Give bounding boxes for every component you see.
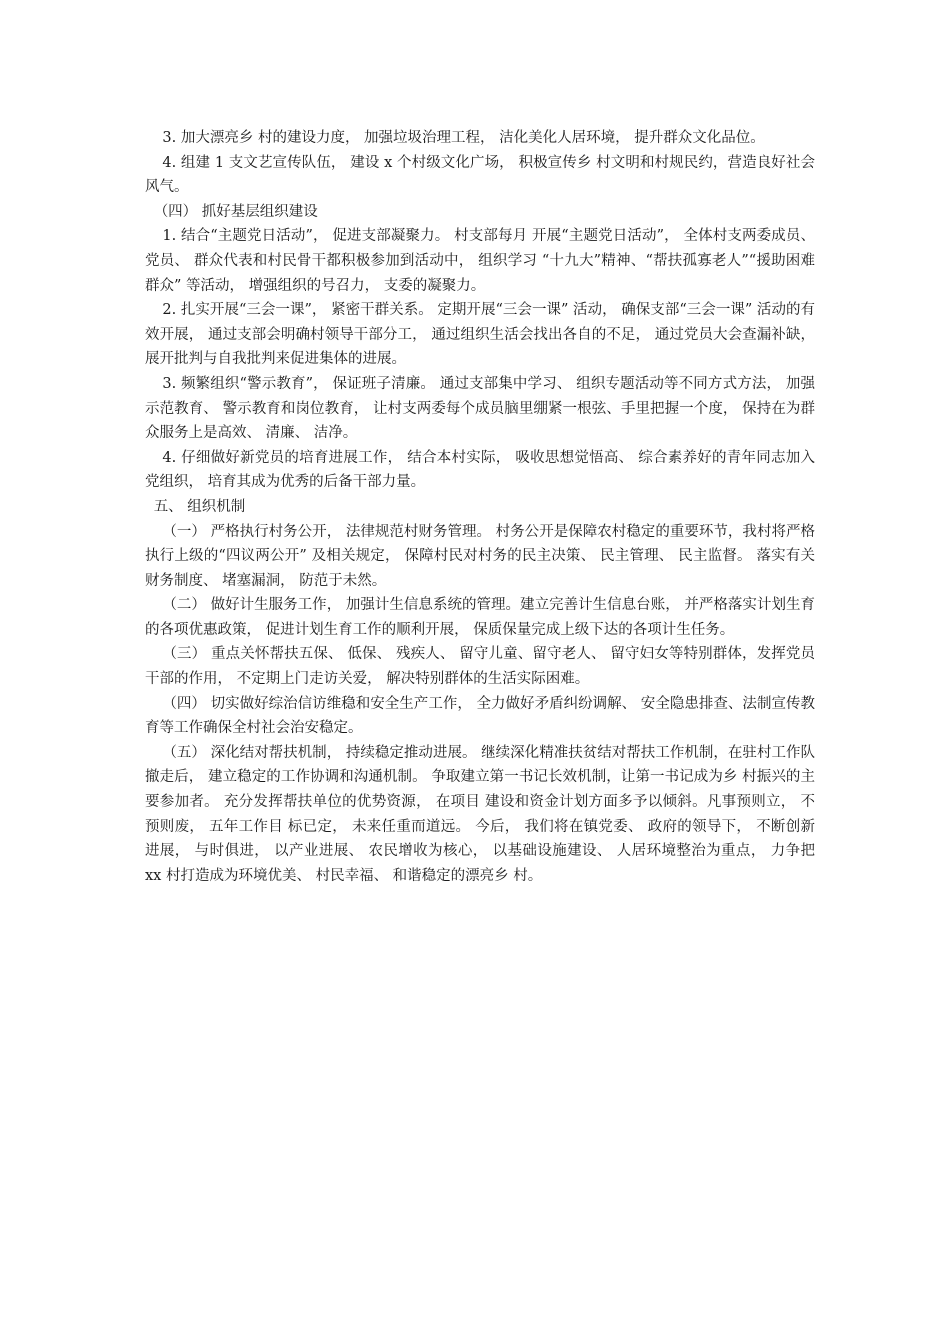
- paragraph-rural-construction: 3. 加大漂亮乡 村的建设力度， 加强垃圾治理工程， 洁化美化人居环境， 提升群众文化品位。: [162, 130, 765, 146]
- paragraph-warning-education: 3. 频繁组织“警示教育”， 保证班子清廉。 通过支部集中学习、 组织专题活动等不同方式方法， 加强示范教育、 警示教育和岗位教育， 让村支两委每个成员脑里绷紧一根弦、手里把握一个度， 保持在为群众服务上是高效、 清廉、 洁净。: [145, 375, 815, 442]
- paragraph-village-affairs: （一） 严格执行村务公开， 法律规范村财务管理。 村务公开是保障农村稳定的重要环节，我村将严格执行上级的“四议两公开” 及相关规定， 保障村民对村务的民主决策、 民主管理、 民主监督。 落实有关财务制度、 堵塞漏洞， 防范于未然。: [145, 523, 815, 589]
- paragraph-party-day: 1. 结合“主题党日活动”， 促进支部凝聚力。 村支部每月 开展“主题党日活动”， 全体村支两委成员、 党员、 群众代表和村民骨干都积极参加到活动中， 组织学习 “十九大”精神、“帮扶孤寡老人”“援助困难群众” 等活动， 增强组织的号召力， 支委的凝聚力。: [145, 228, 815, 294]
- paragraph-cultural-team: 4. 组建 1 支文艺宣传队伍， 建设 x 个村级文化广场， 积极宣传乡 村文明和村规民约，营造良好社会风气。: [145, 154, 815, 196]
- paragraph-family-planning: （二） 做好计生服务工作， 加强计生信息系统的管理。建立完善计生信息台账， 并严格落实计划生育的各项优惠政策， 促进计划生育工作的顺利开展， 保质保量完成上级下达的各项计生任务。: [145, 597, 815, 638]
- paragraph-special-groups: （三） 重点关怀帮扶五保、 低保、 残疾人、 留守儿童、留守老人、 留守妇女等特别群体，发挥党员干部的作用， 不定期上门走访关爱， 解决特别群体的生活实际困难。: [145, 646, 815, 688]
- document-body: [145, 126, 815, 888]
- section-heading-mechanism: 五、 组织机制: [153, 498, 246, 515]
- section-heading-grassroots: （四） 抓好基层组织建设: [153, 203, 318, 220]
- paragraph-new-members: 4. 仔细做好新党员的培育进展工作， 结合本村实际， 吸收思想觉悟高、 综合素养好的青年同志加入党组织， 培育其成为优秀的后备干部力量。: [145, 449, 815, 491]
- paragraph-three-meetings: 2. 扎实开展“三会一课”， 紧密干群关系。 定期开展“三会一课” 活动， 确保支部“三会一课” 活动的有效开展， 通过支部会明确村领导干部分工， 通过组织生活会找出各自的不足， 通过党员大会查漏补缺， 展开批判与自我批判来促进集体的进展。: [145, 302, 815, 368]
- paragraph-paired-assistance: （五） 深化结对帮扶机制， 持续稳定推动进展。 继续深化精准扶贫结对帮扶工作机制，在驻村工作队撤走后， 建立稳定的工作协调和沟通机制。 争取建立第一书记长效机制，让第一书记成为乡 村振兴的主要参加者。 充分发挥帮扶单位的优势资源， 在项目 建设和资金计划方面多予以倾斜。凡事预则立， 不预则废， 五年工作目 标已定， 未来任重而道远。 今后， 我们将在镇党委、 政府的领导下， 不断创新进展， 与时俱进， 以产业进展、 农民增收为核心， 以基础设施建设、 人居环境整治为重点， 力争把 xx 村打造成为环境优美、 村民幸福、 和谐稳定的漂亮乡 村。: [145, 744, 815, 884]
- paragraph-public-security: （四） 切实做好综治信访维稳和安全生产工作， 全力做好矛盾纠纷调解、 安全隐患排查、法制宣传教育等工作确保全村社会治安稳定。: [145, 695, 815, 737]
